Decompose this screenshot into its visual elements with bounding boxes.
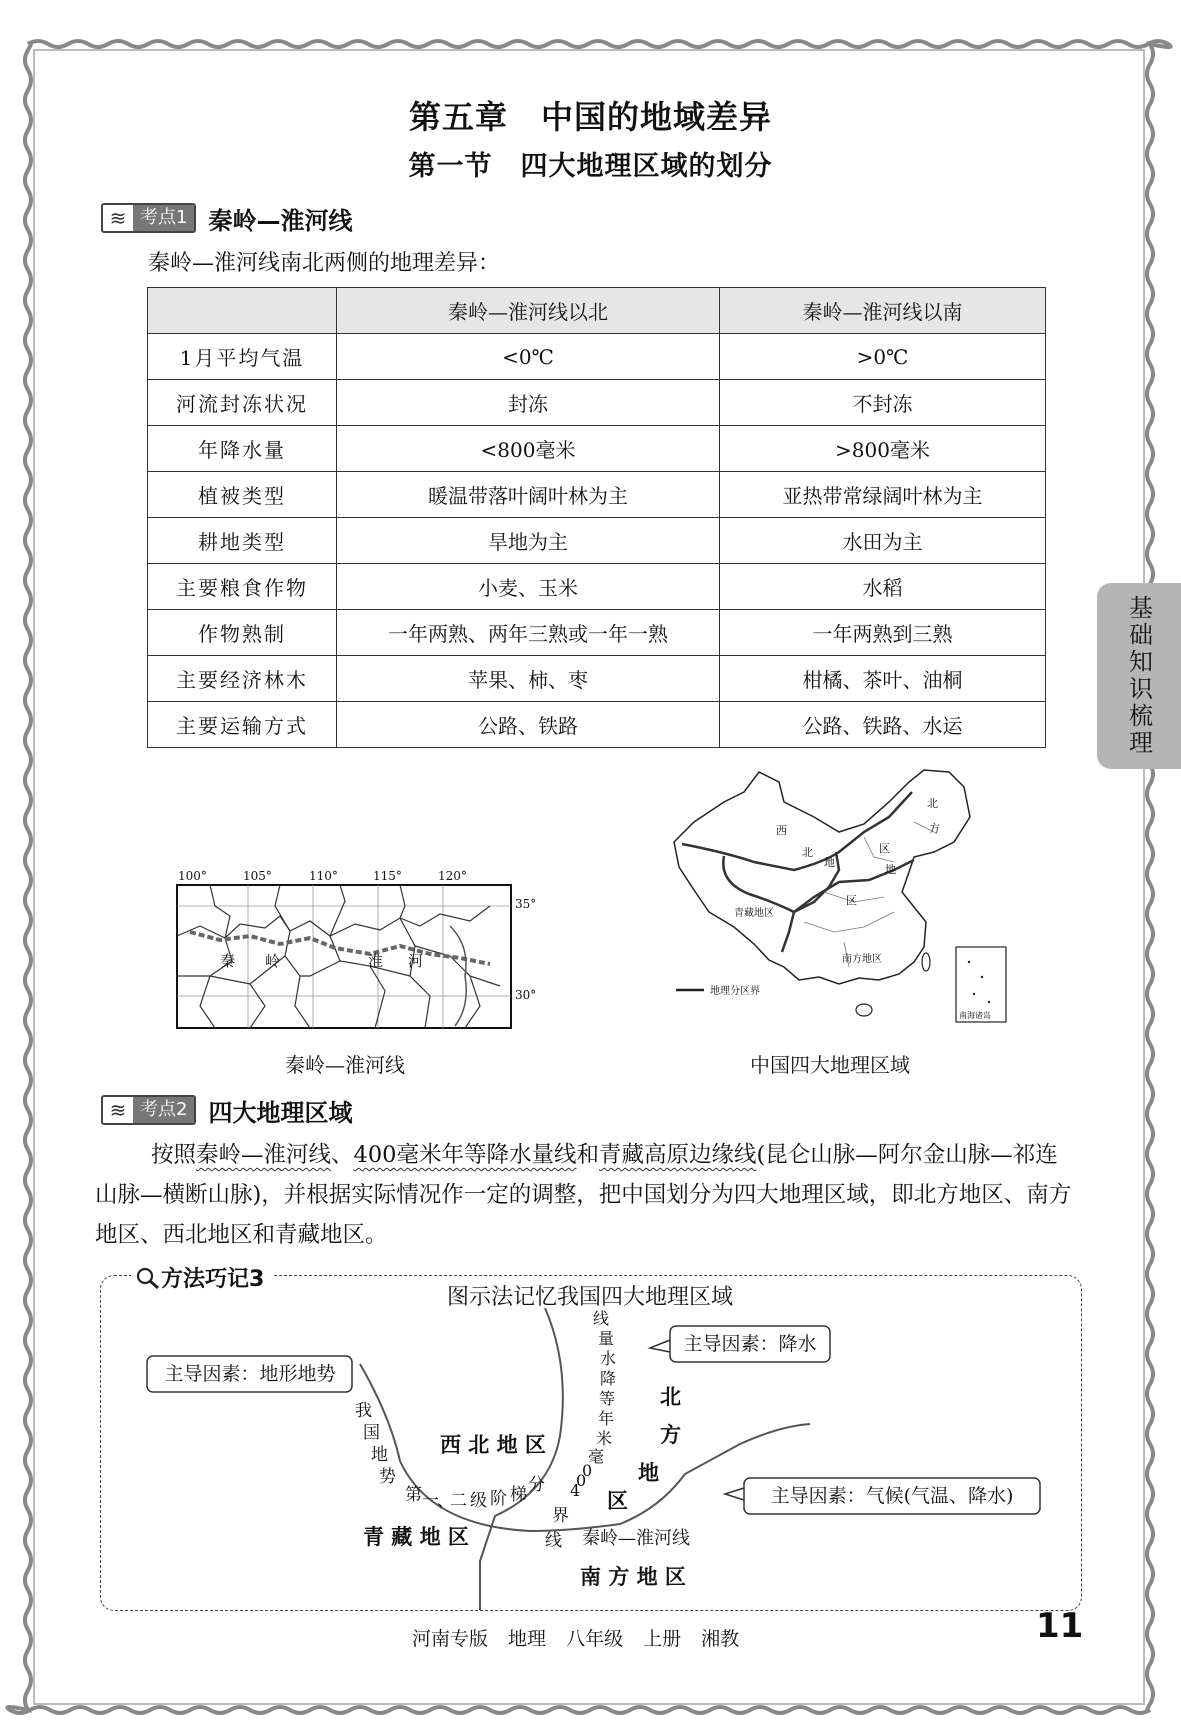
qinling-line-label: 秦岭—淮河线 — [582, 1528, 690, 1549]
table-header-cell — [148, 288, 337, 334]
curve-char: 0 — [582, 1461, 593, 1480]
diagram-title: 图示法记忆我国四大地理区域 — [446, 1285, 734, 1310]
table-header-cell: 秦岭—淮河线以南 — [720, 288, 1046, 334]
table-cell: >800毫米 — [720, 426, 1046, 472]
para-text: 、 — [331, 1142, 354, 1168]
table-header-row — [148, 288, 1046, 334]
regions-memory-diagram — [100, 1276, 1080, 1610]
lon-label: 115° — [373, 869, 402, 883]
region-char: 区 — [879, 842, 890, 855]
curve-char: 线 — [593, 1309, 610, 1328]
callout-text: 主导因素：气候(气温、降水) — [770, 1485, 1014, 1507]
callout-climate — [744, 1478, 1040, 1514]
table-cell: <800毫米 — [337, 426, 720, 472]
table-row — [148, 334, 1046, 380]
curve-char: 界 — [552, 1506, 569, 1526]
lat-label: 30° — [515, 988, 537, 1002]
map-place-label: 岭 — [265, 952, 281, 970]
table-row — [148, 702, 1046, 748]
table-row — [148, 518, 1046, 564]
lat-label: 35° — [515, 897, 537, 911]
curve-char: 0 — [576, 1471, 587, 1490]
callout-text: 主导因素：降水 — [683, 1333, 817, 1355]
section-title: 第一节 四大地理区域的划分 — [408, 151, 773, 182]
table-header-cell: 秦岭—淮河线以北 — [337, 288, 720, 334]
table-row — [148, 472, 1046, 518]
table-row — [148, 656, 1046, 702]
row-header: 1月平均气温 — [148, 334, 337, 380]
curve-char: 、 — [437, 1491, 454, 1511]
map1-caption: 秦岭—淮河线 — [285, 1053, 405, 1077]
lon-label: 120° — [438, 869, 467, 883]
curve-char: 第 — [405, 1485, 422, 1505]
region-name: 西 北 地 区 — [440, 1433, 546, 1457]
table-cell: 暖温带落叶阔叶林为主 — [337, 472, 720, 518]
kaodian-label: 考点2 — [133, 1097, 194, 1123]
curve-char: 我 — [355, 1401, 372, 1421]
side-tab[interactable] — [1097, 583, 1181, 769]
table-cell: 水田为主 — [720, 518, 1046, 564]
curve-char: 等 — [599, 1389, 616, 1408]
curve-char: 二 — [450, 1491, 467, 1511]
region-char: 地 — [824, 856, 835, 869]
kaodian-2-heading — [101, 1095, 352, 1125]
table-cell: 封冻 — [337, 380, 720, 426]
callout-text: 主导因素：地形地势 — [164, 1363, 336, 1385]
table-cell: >0℃ — [720, 334, 1046, 380]
para-text: 和 — [576, 1142, 600, 1168]
lon-label: 110° — [309, 869, 338, 883]
curve-char: 线 — [545, 1531, 562, 1551]
kaodian-label: 考点1 — [133, 205, 194, 231]
lon-label: 105° — [243, 869, 272, 883]
region-name: 南 方 地 区 — [580, 1565, 686, 1589]
curve-char: 地 — [371, 1445, 388, 1465]
row-header: 年降水量 — [148, 426, 337, 472]
china-regions-map — [664, 762, 1019, 1040]
curve-char: 国 — [363, 1423, 380, 1443]
kaodian-1-heading — [101, 203, 352, 233]
method-title-text: 方法巧记3 — [161, 1267, 265, 1292]
curve-char: 水 — [600, 1349, 617, 1368]
region-name: 地 — [638, 1461, 659, 1485]
region-name: 青 藏 地 区 — [363, 1525, 469, 1549]
region-name: 方 — [660, 1423, 681, 1447]
region-char: 区 — [846, 894, 857, 907]
lon-label: 100° — [178, 869, 207, 883]
table-cell: 旱地为主 — [337, 518, 720, 564]
footer-text: 河南专版 地理 八年级 上册 湘教 — [412, 1628, 740, 1650]
table-cell: 一年两熟到三熟 — [720, 610, 1046, 656]
kaodian-badge — [101, 203, 196, 233]
inset-label: 南海诸岛 — [959, 1011, 991, 1020]
kaodian-badge — [101, 1095, 196, 1125]
map-place-label: 河 — [408, 952, 424, 970]
table-cell: 苹果、柿、枣 — [337, 656, 720, 702]
region-char: 方 — [929, 822, 940, 835]
para-underlined: 400毫米年等降水量线 — [353, 1142, 577, 1168]
table-cell: 公路、铁路 — [337, 702, 720, 748]
map-place-label: 淮 — [368, 952, 384, 970]
para-underlined: 青藏高原边缘线 — [599, 1142, 757, 1168]
row-header: 主要粮食作物 — [148, 564, 337, 610]
region-label: 南方地区 — [842, 954, 882, 965]
side-tab-label: 基础知识梳理 — [1124, 595, 1153, 757]
kaodian-title: 四大地理区域 — [208, 1098, 353, 1127]
map-place-label: 秦 — [220, 952, 236, 970]
intro-text: 秦岭—淮河线南北两侧的地理差异： — [148, 251, 501, 276]
curve-char: 梯 — [510, 1485, 527, 1505]
region-char: 地 — [885, 863, 896, 876]
region-name: 区 — [607, 1489, 628, 1513]
table-cell: 公路、铁路、水运 — [720, 702, 1046, 748]
table-cell: 小麦、玉米 — [337, 564, 720, 610]
callout-precip — [670, 1326, 830, 1362]
table-cell: 一年两熟、两年三熟或一年一熟 — [337, 610, 720, 656]
table-row — [148, 564, 1046, 610]
regions-paragraph — [95, 1135, 1079, 1255]
waves-icon: ≋ — [103, 1097, 133, 1123]
waves-icon: ≋ — [103, 205, 133, 231]
table-cell: <0℃ — [337, 334, 720, 380]
table-cell: 亚热带常绿阔叶林为主 — [720, 472, 1046, 518]
region-label: 青藏地区 — [734, 908, 774, 919]
qinling-huaihe-map — [170, 866, 550, 1036]
curve-char: 4 — [570, 1481, 581, 1500]
callout-terrain — [147, 1356, 352, 1392]
kaodian-title: 秦岭—淮河线 — [208, 206, 353, 235]
curve-char: 年 — [598, 1409, 615, 1428]
row-header: 河流封冻状况 — [148, 380, 337, 426]
row-header: 作物熟制 — [148, 610, 337, 656]
para-underlined: 秦岭—淮河线 — [196, 1142, 332, 1168]
region-char: 北 — [802, 846, 813, 859]
row-header: 植被类型 — [148, 472, 337, 518]
legend-label: 地理分区界 — [710, 986, 760, 997]
curve-char: 阶 — [490, 1489, 507, 1509]
curve-char: 级 — [470, 1491, 487, 1511]
region-char: 西 — [776, 824, 787, 837]
table-row — [148, 380, 1046, 426]
map2-caption: 中国四大地理区域 — [750, 1053, 910, 1077]
table-cell: 柑橘、茶叶、油桐 — [720, 656, 1046, 702]
curve-char: 量 — [598, 1329, 615, 1348]
table-cell: 水稻 — [720, 564, 1046, 610]
table-row — [148, 610, 1046, 656]
table-row — [148, 426, 1046, 472]
curve-char: 降 — [600, 1369, 617, 1388]
comparison-table — [147, 287, 1046, 748]
region-name: 北 — [660, 1385, 681, 1409]
region-char: 北 — [927, 797, 938, 810]
row-header: 主要经济林木 — [148, 656, 337, 702]
page-number: 11 — [1036, 1606, 1084, 1646]
curve-char: 分 — [528, 1475, 545, 1495]
para-text: (昆仑山脉—阿尔金山脉—祁连山脉—横断山脉)，并根据实际情况作一定的调整，把中国划分为四大地理区域，即北方地区、南方地区、西北地区和青藏地区。 — [95, 1142, 1072, 1248]
row-header: 耕地类型 — [148, 518, 337, 564]
curve-char: 势 — [379, 1467, 396, 1487]
chapter-title: 第五章 中国的地域差异 — [408, 98, 772, 136]
table-cell: 不封冻 — [720, 380, 1046, 426]
curve-char: 米 — [596, 1429, 613, 1448]
curve-char: 毫 — [588, 1447, 605, 1466]
para-text: 按照 — [151, 1142, 197, 1168]
row-header: 主要运输方式 — [148, 702, 337, 748]
curve-char: 一 — [422, 1491, 439, 1511]
